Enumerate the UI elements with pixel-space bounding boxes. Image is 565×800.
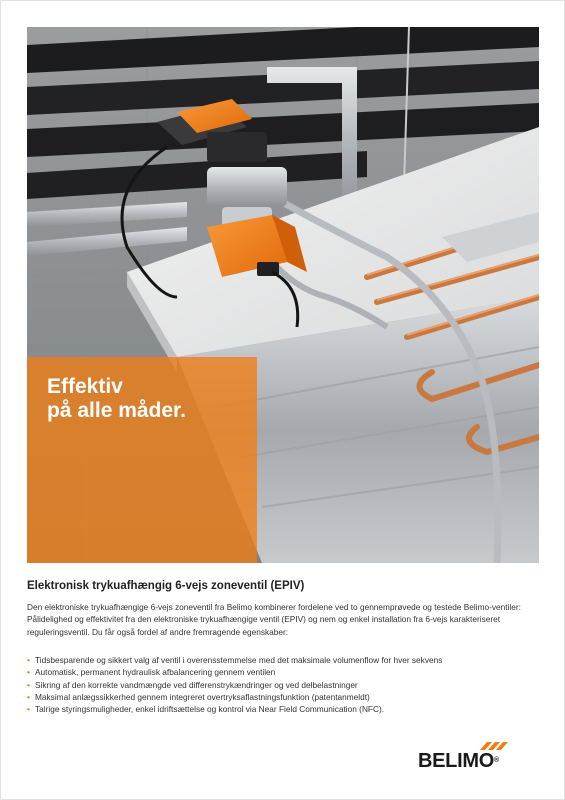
product-description (27, 580, 527, 715)
list-item: • Maksimal anlægssikkerhed gennem integreret overtryksaflastningsfunktion (patentanmeldt) (27, 691, 370, 702)
bullet-glyph: • (27, 667, 30, 678)
list-item: • Automatisk, permanent hydraulisk afbalancering gennem ventilen (27, 667, 276, 678)
product-title: Elektronisk trykuafhængig 6-vejs zoneventil (EPIV) (27, 580, 305, 592)
bullet-glyph: • (27, 655, 30, 666)
logo-wordmark: BELIMO® (418, 750, 499, 772)
belimo-logo (418, 741, 513, 771)
list-item: • Sikring af den korrekte vandmængde ved differenstrykændringer og ved delbelastninger (27, 679, 358, 690)
headline-line-2: på alle måder. (47, 399, 186, 422)
headline-panel (27, 357, 257, 563)
list-item: • Tidsbesparende og sikkert valg af ventil i overensstemmelse med det maksimale volumenflow for hver sekvens (27, 655, 443, 666)
list-item: • Talrige styringsmuligheder, enkel idriftsættelse og kontrol via Near Field Communication (NFC). (27, 704, 385, 715)
feature-list (27, 654, 527, 715)
headline-line-1: Effektiv (47, 375, 123, 398)
intro-paragraph: Den elektroniske trykuafhængige 6-vejs zoneventil fra Belimo kombinerer fordelene ved to gennemprøvede og testede Belimo-ventiler: Pålidelighed og effektivitet fra den elektroniske trykuafhængige ventil (EPIV) og nem og enkel installation fra 6-vejs karakteriseret reguleringsventil. Du får også fordel af andre fremragende egenskaber: (27, 602, 521, 637)
headline (47, 375, 186, 423)
bullet-glyph: • (27, 691, 30, 702)
hero-photo (27, 27, 539, 563)
bullet-glyph: • (27, 679, 30, 690)
bullet-glyph: • (27, 704, 30, 715)
